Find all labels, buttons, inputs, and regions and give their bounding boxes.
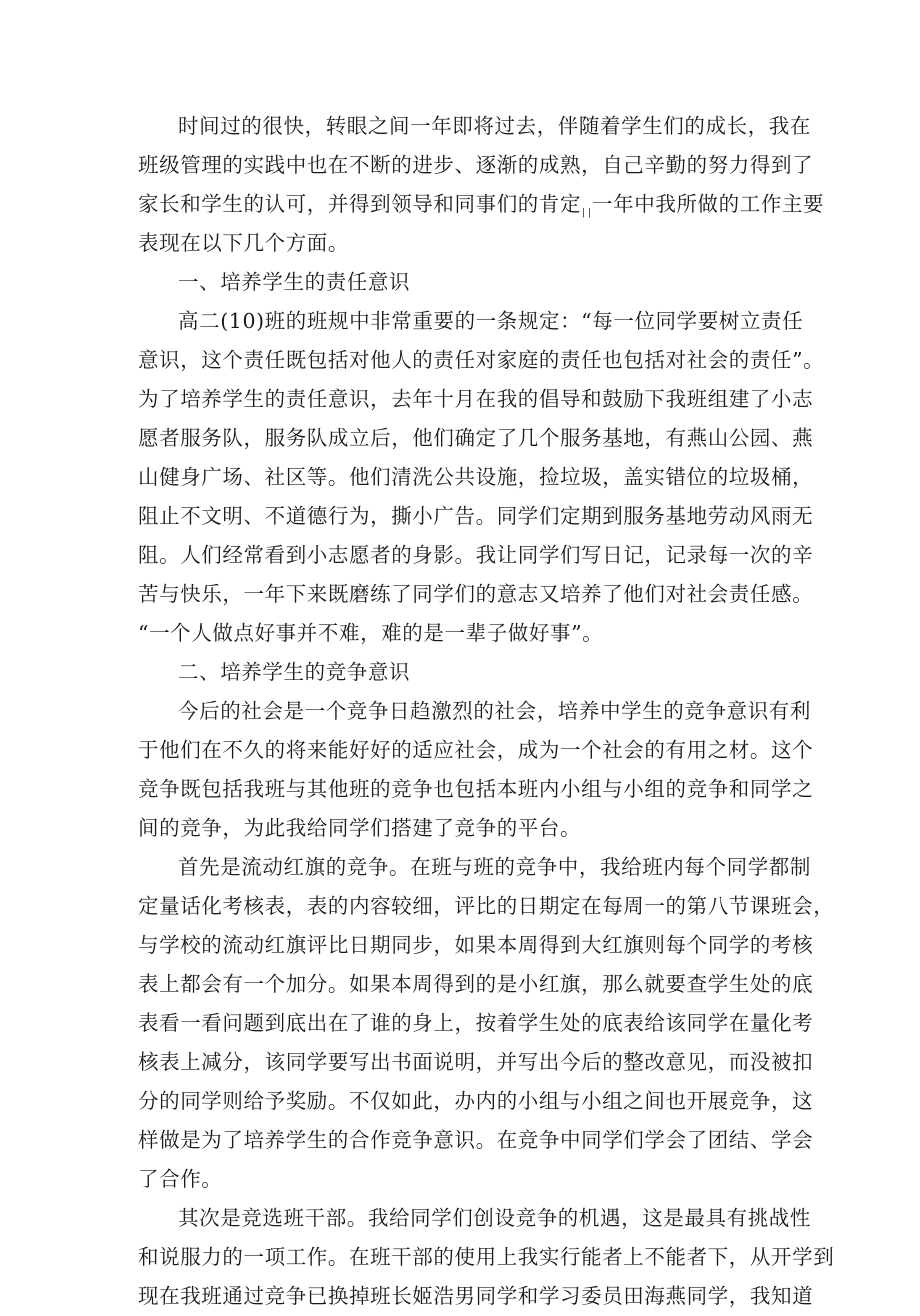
paragraph-line: 分的同学则给予奖励。不仅如此，办内的小组与小组之间也开展竞争，这 xyxy=(138,1089,814,1113)
paragraph-line: 样做是为了培养学生的合作竞争意识。在竞争中同学们学会了团结、学会 xyxy=(138,1128,814,1152)
paragraph-line: 时间过的很快，转眼之间一年即将过去，伴随着学生们的成长，我在 xyxy=(178,114,811,138)
paragraph-line: 其次是竞选班干部。我给同学们创设竞争的机遇，这是最具有挑战性 xyxy=(178,1206,811,1230)
inline-mark: | | xyxy=(582,208,592,218)
paragraph-line: 今后的社会是一个竞争日趋激烈的社会，培养中学生的竞争意识有利 xyxy=(178,699,811,723)
paragraph-line: 意识，这个责任既包括对他人的责任对家庭的责任也包括对社会的责任”。 xyxy=(138,348,825,372)
paragraph-line: 现在我班通过竞争已换掉班长姬浩男同学和学习委员田海燕同学，我知道 xyxy=(138,1284,814,1308)
paragraph-line: 定量话化考核表，表的内容较细，评比的日期定在每周一的第八节课班会， xyxy=(138,894,835,918)
paragraph-line: 与学校的流动红旗评比日期同步，如果本周得到大红旗则每个同学的考核 xyxy=(138,933,814,957)
paragraph-line: 阻止不文明、不道德行为，撕小广告。同学们定期到服务基地劳动风雨无 xyxy=(138,504,814,528)
paragraph-line: 间的竞争，为此我给同学们搭建了竞争的平台。 xyxy=(138,816,582,840)
section-heading: 一、培养学生的责任意识 xyxy=(178,270,411,294)
paragraph-line: 山健身广场、社区等。他们清洗公共设施，捡垃圾，盖实错位的垃圾桶， xyxy=(138,465,814,489)
document-body xyxy=(138,107,835,1316)
paragraph-line: 表现在以下几个方面。 xyxy=(138,231,349,255)
paragraph-line: 愿者服务队，服务队成立后，他们确定了几个服务基地，有燕山公园、燕 xyxy=(138,426,814,450)
paragraph-line: 为了培养学生的责任意识，去年十月在我的倡导和鼓励下我班组建了小志 xyxy=(138,387,814,411)
paragraph-line: 了合作。 xyxy=(138,1167,223,1191)
paragraph-line: 班级管理的实践中也在不断的进步、逐渐的成熟，自己辛勤的努力得到了 xyxy=(138,153,814,177)
paragraph-line: 表看一看问题到底出在了谁的身上，按着学生处的底表给该同学在量化考 xyxy=(138,1011,814,1035)
paragraph-line: 于他们在不久的将来能好好的适应社会，成为一个社会的有用之材。这个 xyxy=(138,738,814,762)
line-segment: 一年中我所做的工作主要 xyxy=(592,192,825,216)
paragraph-line: 高二(10)班的班规中非常重要的一条规定：“每一位同学要树立责任 xyxy=(178,309,804,333)
paragraph-line: 苦与快乐，一年下来既磨练了同学们的意志又培养了他们对社会责任感。 xyxy=(138,582,814,606)
paragraph-line: 和说服力的一项工作。在班干部的使用上我实行能者上不能者下，从开学到 xyxy=(138,1245,835,1269)
paragraph-line: 阻。人们经常看到小志愿者的身影。我让同学们写日记，记录每一次的辛 xyxy=(138,543,814,567)
paragraph-line-with-mark xyxy=(138,185,825,224)
section-heading: 二、培养学生的竞争意识 xyxy=(178,660,411,684)
paragraph-line: 竞争既包括我班与其他班的竞争也包括本班内小组与小组的竞争和同学之 xyxy=(138,777,814,801)
paragraph-line: 表上都会有一个加分。如果本周得到的是小红旗，那么就要查学生处的底 xyxy=(138,972,814,996)
paragraph-line: 核表上减分，该同学要写出书面说明，并写出今后的整改意见，而没被扣 xyxy=(138,1050,814,1074)
line-segment: 家长和学生的认可，并得到领导和同事们的肯定 xyxy=(138,192,582,216)
paragraph-line: 首先是流动红旗的竞争。在班与班的竞争中，我给班内每个同学都制 xyxy=(178,855,811,879)
paragraph-line: “一个人做点好事并不难，难的是一辈子做好事”。 xyxy=(138,621,604,645)
